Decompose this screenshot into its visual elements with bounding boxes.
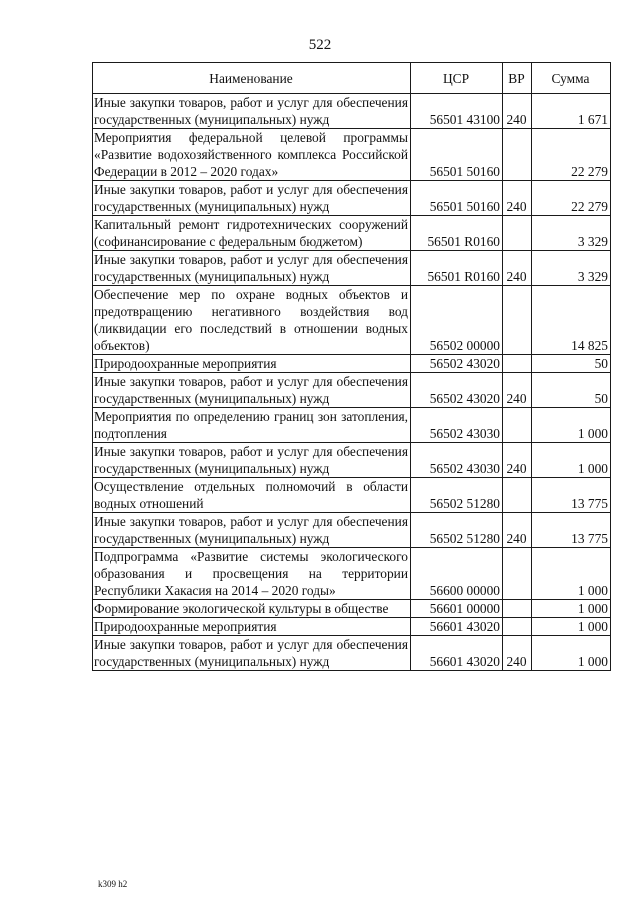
row-name-cell: Иные закупки товаров, работ и услуг для обеспечения государственных (муниципальных) нужд bbox=[93, 181, 411, 216]
row-name-cell: Иные закупки товаров, работ и услуг для обеспечения государственных (муниципальных) нужд bbox=[93, 373, 411, 408]
row-vr-cell: 240 bbox=[503, 636, 532, 671]
row-name-cell: Подпрограмма «Развитие системы экологического образования и просвещения на территории Республики Хакасия на 2014 – 2020 годы» bbox=[93, 548, 411, 600]
row-vr-cell bbox=[503, 408, 532, 443]
row-sum-cell: 13 775 bbox=[532, 478, 611, 513]
row-csr-cell: 56501 50160 bbox=[411, 181, 503, 216]
table-row bbox=[93, 181, 611, 216]
row-vr-cell bbox=[503, 600, 532, 618]
row-name-cell: Природоохранные мероприятия bbox=[93, 355, 411, 373]
footer-code: k309 h2 bbox=[98, 879, 128, 889]
row-vr-cell bbox=[503, 216, 532, 251]
row-sum-cell: 22 279 bbox=[532, 129, 611, 181]
table-row bbox=[93, 408, 611, 443]
row-csr-cell: 56501 R0160 bbox=[411, 251, 503, 286]
row-sum-cell: 3 329 bbox=[532, 216, 611, 251]
header-name: Наименование bbox=[93, 63, 411, 94]
row-csr-cell: 56501 43100 bbox=[411, 94, 503, 129]
row-name-cell: Природоохранные мероприятия bbox=[93, 618, 411, 636]
row-sum-cell: 1 000 bbox=[532, 600, 611, 618]
page-number: 522 bbox=[308, 37, 332, 53]
row-csr-cell: 56502 43020 bbox=[411, 373, 503, 408]
row-csr-cell: 56601 43020 bbox=[411, 636, 503, 671]
row-csr-cell: 56502 51280 bbox=[411, 513, 503, 548]
header-vr: ВР bbox=[503, 63, 532, 94]
row-vr-cell bbox=[503, 129, 532, 181]
table-row bbox=[93, 548, 611, 600]
row-vr-cell bbox=[503, 478, 532, 513]
table-row bbox=[93, 94, 611, 129]
header-csr: ЦСР bbox=[411, 63, 503, 94]
table-row bbox=[93, 286, 611, 355]
row-name-cell: Иные закупки товаров, работ и услуг для обеспечения государственных (муниципальных) нужд bbox=[93, 443, 411, 478]
row-sum-cell: 1 000 bbox=[532, 548, 611, 600]
row-csr-cell: 56501 50160 bbox=[411, 129, 503, 181]
table-row bbox=[93, 618, 611, 636]
row-name-cell: Формирование экологической культуры в обществе bbox=[93, 600, 411, 618]
row-name-cell: Иные закупки товаров, работ и услуг для обеспечения государственных (муниципальных) нужд bbox=[93, 94, 411, 129]
table-row bbox=[93, 636, 611, 671]
table-row bbox=[93, 443, 611, 478]
row-csr-cell: 56502 43030 bbox=[411, 408, 503, 443]
row-sum-cell: 3 329 bbox=[532, 251, 611, 286]
row-name-cell: Мероприятия по определению границ зон затопления, подтопления bbox=[93, 408, 411, 443]
table-row bbox=[93, 478, 611, 513]
row-vr-cell: 240 bbox=[503, 251, 532, 286]
row-vr-cell bbox=[503, 286, 532, 355]
row-name-cell: Обеспечение мер по охране водных объектов и предотвращению негативного воздействия вод (ликвидации его последствий в отношении водных объектов) bbox=[93, 286, 411, 355]
table-row bbox=[93, 216, 611, 251]
row-sum-cell: 1 000 bbox=[532, 636, 611, 671]
row-csr-cell: 56502 00000 bbox=[411, 286, 503, 355]
row-csr-cell: 56601 43020 bbox=[411, 618, 503, 636]
row-vr-cell: 240 bbox=[503, 94, 532, 129]
row-sum-cell: 22 279 bbox=[532, 181, 611, 216]
row-sum-cell: 1 671 bbox=[532, 94, 611, 129]
row-vr-cell: 240 bbox=[503, 443, 532, 478]
row-sum-cell: 1 000 bbox=[532, 408, 611, 443]
row-sum-cell: 14 825 bbox=[532, 286, 611, 355]
row-name-cell: Иные закупки товаров, работ и услуг для обеспечения государственных (муниципальных) нужд bbox=[93, 251, 411, 286]
table-body bbox=[93, 94, 611, 671]
row-csr-cell: 56600 00000 bbox=[411, 548, 503, 600]
row-sum-cell: 1 000 bbox=[532, 618, 611, 636]
row-name-cell: Осуществление отдельных полномочий в области водных отношений bbox=[93, 478, 411, 513]
table-row bbox=[93, 129, 611, 181]
row-vr-cell: 240 bbox=[503, 181, 532, 216]
row-vr-cell bbox=[503, 548, 532, 600]
row-vr-cell bbox=[503, 355, 532, 373]
row-csr-cell: 56502 43020 bbox=[411, 355, 503, 373]
budget-table bbox=[92, 62, 611, 671]
row-sum-cell: 50 bbox=[532, 355, 611, 373]
row-sum-cell: 13 775 bbox=[532, 513, 611, 548]
row-csr-cell: 56502 51280 bbox=[411, 478, 503, 513]
row-name-cell: Иные закупки товаров, работ и услуг для обеспечения государственных (муниципальных) нужд bbox=[93, 636, 411, 671]
row-csr-cell: 56501 R0160 bbox=[411, 216, 503, 251]
row-name-cell: Капитальный ремонт гидротехнических сооружений (софинансирование с федеральным бюджетом) bbox=[93, 216, 411, 251]
row-sum-cell: 1 000 bbox=[532, 443, 611, 478]
header-sum: Сумма bbox=[532, 63, 611, 94]
table-row bbox=[93, 513, 611, 548]
row-csr-cell: 56502 43030 bbox=[411, 443, 503, 478]
row-vr-cell bbox=[503, 618, 532, 636]
row-vr-cell: 240 bbox=[503, 513, 532, 548]
row-vr-cell: 240 bbox=[503, 373, 532, 408]
table-header bbox=[93, 63, 611, 94]
row-sum-cell: 50 bbox=[532, 373, 611, 408]
row-csr-cell: 56601 00000 bbox=[411, 600, 503, 618]
table-row bbox=[93, 251, 611, 286]
table-row bbox=[93, 373, 611, 408]
table-row bbox=[93, 355, 611, 373]
row-name-cell: Мероприятия федеральной целевой программы «Развитие водохозяйственного комплекса Российской Федерации в 2012 – 2020 годах» bbox=[93, 129, 411, 181]
header-row bbox=[93, 63, 611, 94]
table-row bbox=[93, 600, 611, 618]
row-name-cell: Иные закупки товаров, работ и услуг для обеспечения государственных (муниципальных) нужд bbox=[93, 513, 411, 548]
